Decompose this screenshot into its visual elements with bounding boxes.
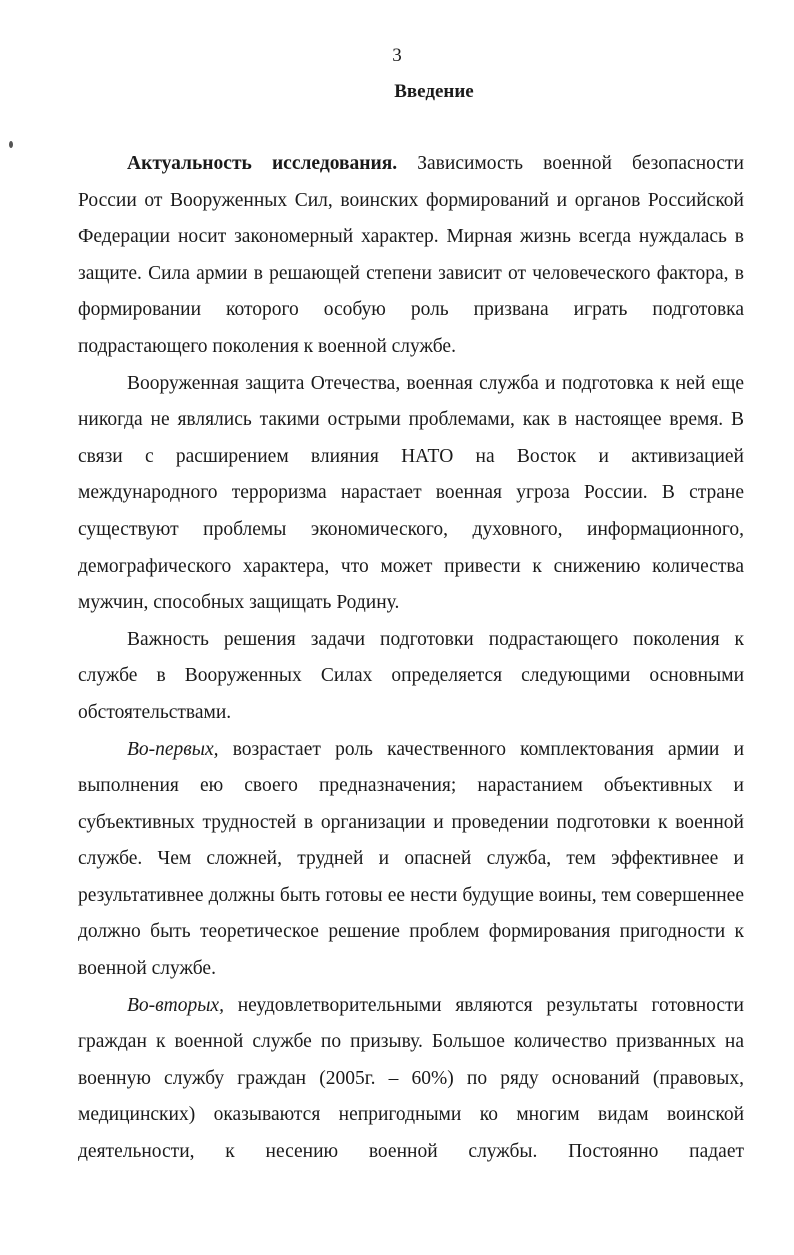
paragraph-secondly [78,988,744,1171]
page-number: 3 [392,45,402,66]
body-text [78,146,744,1171]
paragraph-lead: Во-первых, [127,738,219,760]
page-title: Введение [394,81,474,102]
paragraph-text: неудовлетворительными являются результаты готовности граждан к военной службе по призыву. Большое количество призванных на военную службу граждан (2005г. – 60%) по ряду оснований (правовых, медицинских) оказываются непригодными ко многим видам воинской деятельности, к несению военной службы. Постоянно падает [78,994,744,1163]
paragraph-text: Важность решения задачи подготовки подрастающего поколения к службе в Вооруженных Силах определяется следующими основными обстоятельствами. [78,628,744,723]
paragraph-lead: Во-вторых, [127,994,224,1016]
paragraph-text: Зависимость военной безопасности России от Вооруженных Сил, воинских формирований и органов Российской Федерации носит закономерный характер. Мирная жизнь всегда нуждалась в защите. Сила армии в решающей степени зависит от человеческого фактора, в формировании которого особую роль призвана играть подготовка подрастающего поколения к военной службе. [78,153,744,357]
paragraph-text: возрастает роль качественного комплектования армии и выполнения ею своего предназначения; нарастанием объективных и субъективных трудностей в организации и проведении подготовки к военной службе. Чем сложней, трудней и опасней служба, тем эффективнее и результативнее должны быть готовы ее нести будущие воины, тем совершеннее должно быть теоретическое решение проблем формирования пригодности к военной службе. [78,738,744,980]
paragraph-text: Вооруженная защита Отечества, военная служба и подготовка к ней еще никогда не являлись такими острыми проблемами, как в настоящее время. В связи с расширением влияния НАТО на Восток и активизацией международного терроризма нарастает военная угроза России. В стране существуют проблемы экономического, духовного, информационного, демографического характера, что может привести к снижению количества мужчин, способных защищать Родину. [78,372,744,614]
paragraph-importance [78,622,744,732]
paragraph-lead: Актуальность исследования. [127,153,398,174]
paragraph-armed-defense [78,366,744,622]
paragraph-firstly [78,732,744,988]
scan-speck [9,141,13,148]
paragraph-relevance [78,146,744,366]
